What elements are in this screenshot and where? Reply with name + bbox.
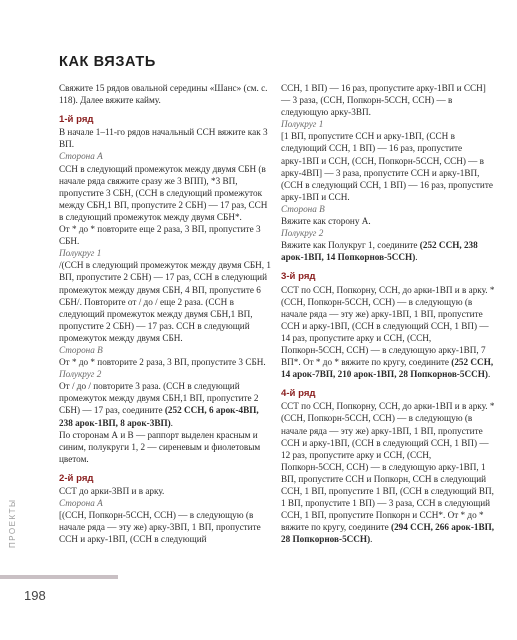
row-heading: 3-й ряд bbox=[281, 271, 316, 283]
stitch-total: (252 ССН, 238 арок-1ВП, 14 Попкорнов-5ССН) bbox=[281, 240, 478, 263]
section-subheading: Полукруг 2 bbox=[59, 369, 102, 380]
section-subheading: Полукруг 1 bbox=[281, 119, 324, 130]
section-subheading: Полукруг 1 bbox=[59, 248, 102, 259]
instruction-paragraph: От * до * повторите 2 раза, 3 ВП, пропустите 3 СБН. bbox=[59, 357, 266, 368]
row-heading: 1-й ряд bbox=[59, 114, 94, 126]
instruction-paragraph bbox=[281, 284, 496, 381]
stitch-total: (294 ССН, 266 арок-1ВП, 28 Попкорнов-5ССН) bbox=[281, 522, 495, 545]
page-number: 198 bbox=[24, 588, 46, 603]
instruction-tail: . bbox=[370, 534, 373, 545]
row-heading: 4-й ряд bbox=[281, 388, 316, 400]
instruction-paragraph: /(ССН в следующий промежуток между двумя СБН, 1 ВП, пропустите 2 СБН) — 17 раз, ССН в следующий промежуток между двумя СБН, 4 ВП, пропустите 6 СБН/. Повторите от / до / еще 2 раза. (ССН в следующий промежуток между двумя СБН,1 ВП, пропустите 2 СБН) — 17 раз. ССН в следующий промежуток между двумя СБН. bbox=[59, 260, 271, 343]
section-subheading: Полукруг 2 bbox=[281, 228, 324, 239]
section-label: ПРОЕКТЫ bbox=[8, 498, 17, 548]
instruction-paragraph: ССН, 1 ВП) — 16 раз, пропустите арку-1ВП и ССН] — 3 раза, (ССН, Попкорн-5ССН, ССН) — в следующую арку-3ВП. bbox=[281, 83, 486, 118]
instruction-paragraph bbox=[281, 400, 496, 545]
page-number-bar bbox=[0, 575, 118, 579]
instruction-paragraph bbox=[59, 380, 274, 428]
section-subheading: Сторона В bbox=[59, 344, 103, 355]
text-column-left bbox=[59, 82, 274, 545]
page-title: КАК ВЯЗАТЬ bbox=[59, 54, 156, 70]
instruction-paragraph: В начале 1–11-го рядов начальный ССН вяжите как 3 ВП. bbox=[59, 127, 268, 150]
instruction-text: Вяжите как Полукруг 1, соедините bbox=[281, 240, 418, 251]
instruction-text: ССТ по ССН, Попкорну, ССН, до арки-1ВП и в арку. *(ССН, Попкорн-5ССН, ССН) — в следующую (в начале ряда — эту же) арку-1ВП, 1 ВП, пропустите ССН и арку-1ВП, (ССН в следующий ССН, 1 ВП) — 14 раз, пропустите арку и ССН, (ССН, Попкорн-5ССН, ССН) — в следующую арку-1ВП, 7 ВП*. От * до * вяжите по кругу, соедините bbox=[281, 284, 495, 368]
section-subheading: Сторона В bbox=[281, 203, 325, 214]
instruction-tail: . bbox=[487, 369, 491, 380]
instruction-paragraph: ССН в следующий промежуток между двумя СБН (в начале ряда свяжите сразу же 3 ВПП), *3 ВП, пропустите 3 СБН, (ССН в следующий промежуток между СБН,1 ВП, пропустите 2 СБН) — 17 раз, ССН в следующий промежуток между двумя СБН*. bbox=[59, 163, 268, 222]
text-column-right bbox=[281, 82, 496, 545]
stitch-total: (252 ССН, 14 арок-7ВП, 210 арок-1ВП, 28 Попкорнов-5ССН) bbox=[281, 357, 494, 380]
instruction-text: От / до / повторите 3 раза. (ССН в следующий промежуток между двумя СБН,1 ВП, пропустите 2 СБН) — 17 раз, соедините bbox=[59, 381, 259, 416]
instruction-paragraph: Вяжите как сторону А. bbox=[281, 216, 371, 227]
instruction-paragraph: Свяжите 15 рядов овальной середины «Шанс» (см. с. 118). Далее вяжите кайму. bbox=[59, 83, 268, 106]
instruction-tail: . bbox=[170, 417, 173, 428]
instruction-text: ССТ по ССН, Попкорну, ССН, до арки-1ВП и в арку. *(ССН, Попкорн-5ССН, ССН) — в следующую (в начале ряда — эту же) арку-1ВП, 1 ВП, пропустите ССН и арку-1ВП, (ССН в следующий ССН, 1 ВП) — 12 раз, пропустите арку и ССН, (ССН, Попкорн-5ССН, ССН) — в следующую арку-1ВП, 1 ВП, пропустите ССН и Попкорн, ССН в следующий ССН, 1 ВП, пропустите 1 ВП, (ССН в следующий ВП, 1 ВП, пропустите 1 ВП) — 3 раза, ССН в следующий ССН, 1 ВП, пропустите Попкорн и ССН*. От * до * вяжите по кругу, соедините bbox=[281, 401, 495, 533]
instruction-paragraph: По сторонам А и В — раппорт выделен красным и синим, полукруги 1, 2 — сиреневым и фиолетовым цветом. bbox=[59, 429, 261, 464]
instruction-paragraph: [(ССН, Попкорн-5ССН, ССН) — в следующую (в начале ряда — эту же) арку-3ВП, 1 ВП, пропустите ССН и арку-1ВП, (ССН в следующий bbox=[59, 510, 261, 545]
instruction-paragraph: От * до * повторите еще 2 раза, 3 ВП, пропустите 3 СБН. bbox=[59, 224, 261, 247]
instruction-paragraph: [1 ВП, пропустите ССН и арку-1ВП, (ССН в следующий ССН, 1 ВП) — 16 раз, пропустите арку-1ВП и ССН, (ССН, Попкорн-5ССН, ССН) — в арку-4ВП] — 3 раза, пропустите ССН и арку-1ВП, (ССН в следующий ССН, 1 ВП) — 16 раз, пропустите арку-1ВП и ССН. bbox=[281, 131, 493, 202]
instruction-paragraph bbox=[281, 239, 496, 263]
row-heading: 2-й ряд bbox=[59, 472, 94, 484]
instruction-paragraph: ССТ до арки-3ВП и в арку. bbox=[59, 486, 165, 496]
section-subheading: Сторона А bbox=[59, 498, 103, 509]
stitch-total: (252 ССН, 6 арок-4ВП, 238 арок-1ВП, 8 арок-3ВП) bbox=[59, 405, 259, 428]
instruction-tail: . bbox=[415, 252, 418, 263]
section-subheading: Сторона А bbox=[59, 151, 103, 162]
